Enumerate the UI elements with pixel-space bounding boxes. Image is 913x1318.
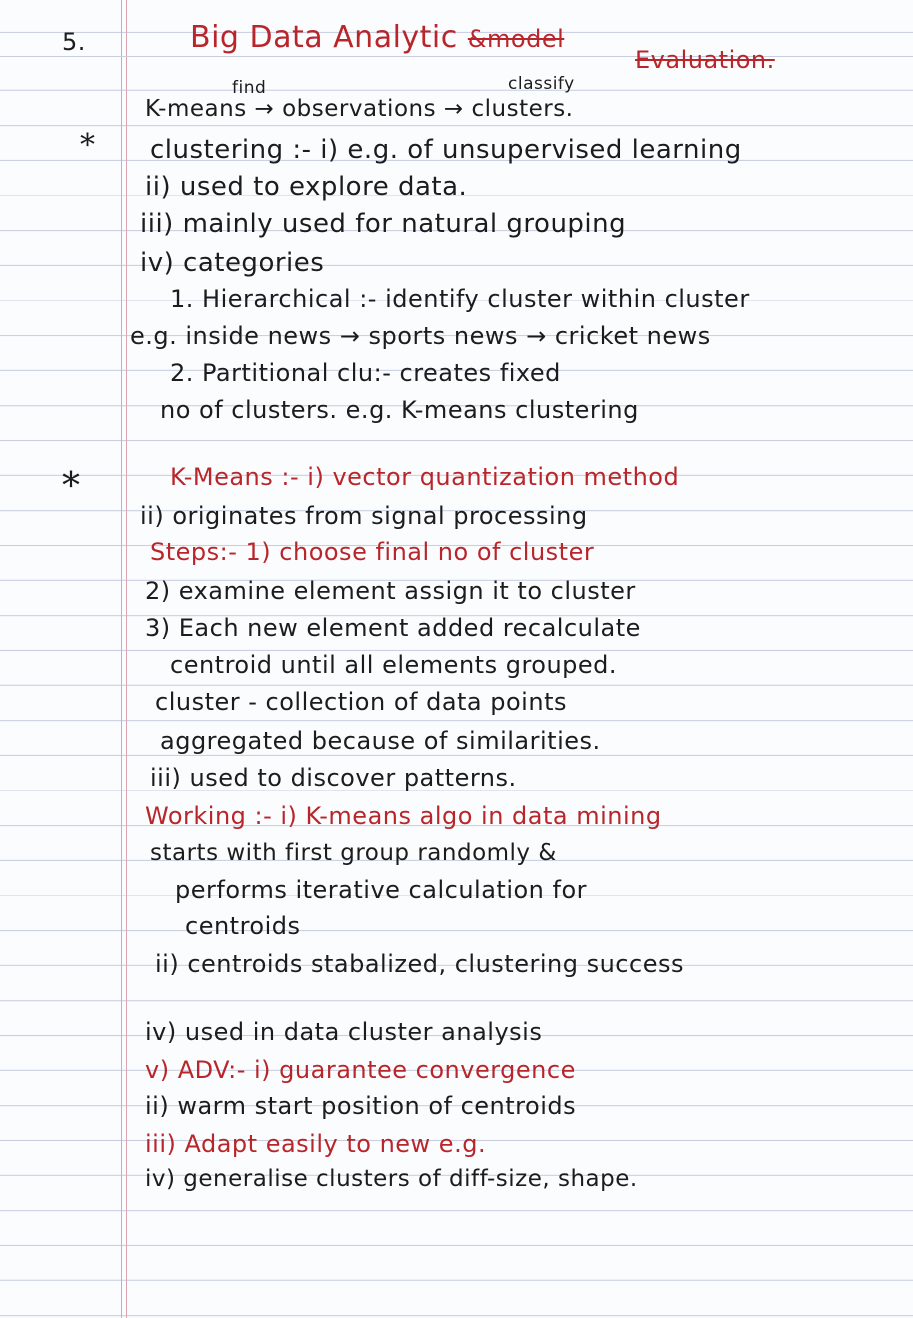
line: iv) used in data cluster analysis [145,1018,543,1046]
line: ii) warm start position of centroids [145,1092,577,1120]
line: clustering :- i) e.g. of unsupervised learning [150,135,742,165]
annotation-find: find [232,78,267,98]
line: iv) generalise clusters of diff-size, shape. [145,1166,638,1192]
line: 1. Hierarchical :- identify cluster within cluster [170,285,750,313]
bullet-star: * [62,466,80,507]
line: Working :- i) K-means algo in data mining [145,802,662,830]
line: 3) Each new element added recalculate [145,614,641,642]
title-main: Big Data Analytic [190,20,458,55]
line: starts with first group randomly & [150,840,557,866]
line: v) ADV:- i) guarantee convergence [145,1056,576,1084]
line: K-means → observations → clusters. [145,96,574,122]
line: centroids [185,912,301,940]
title-suffix: &model [467,25,565,53]
line: K-Means :- i) vector quantization method [170,463,680,491]
margin-line [126,0,127,1318]
margin-line [121,0,122,1318]
line: performs iterative calculation for [175,876,588,904]
line: iv) categories [140,248,325,278]
line: iii) mainly used for natural grouping [140,209,627,239]
line: centroid until all elements grouped. [170,651,618,679]
line: 2. Partitional clu:- creates fixed [170,359,561,387]
line: ii) used to explore data. [145,172,468,202]
bullet-star: * [80,128,95,163]
line: iii) used to discover patterns. [150,764,517,792]
line: ii) originates from signal processing [140,502,588,530]
title-evaluation: Evaluation. [635,46,775,74]
line: 2) examine element assign it to cluster [145,577,636,605]
line: iii) Adapt easily to new e.g. [145,1130,487,1158]
page-number: 5. [62,28,86,56]
top-rule [0,56,913,57]
line: cluster - collection of data points [155,688,567,716]
line: e.g. inside news → sports news → cricket news [130,322,711,350]
line: aggregated because of similarities. [160,727,601,755]
line: Steps:- 1) choose final no of cluster [150,538,595,566]
line: ii) centroids stabalized, clustering success [155,950,684,978]
annotation-classify: classify [508,74,575,94]
page-title [190,20,564,55]
line: no of clusters. e.g. K-means clustering [160,396,639,424]
